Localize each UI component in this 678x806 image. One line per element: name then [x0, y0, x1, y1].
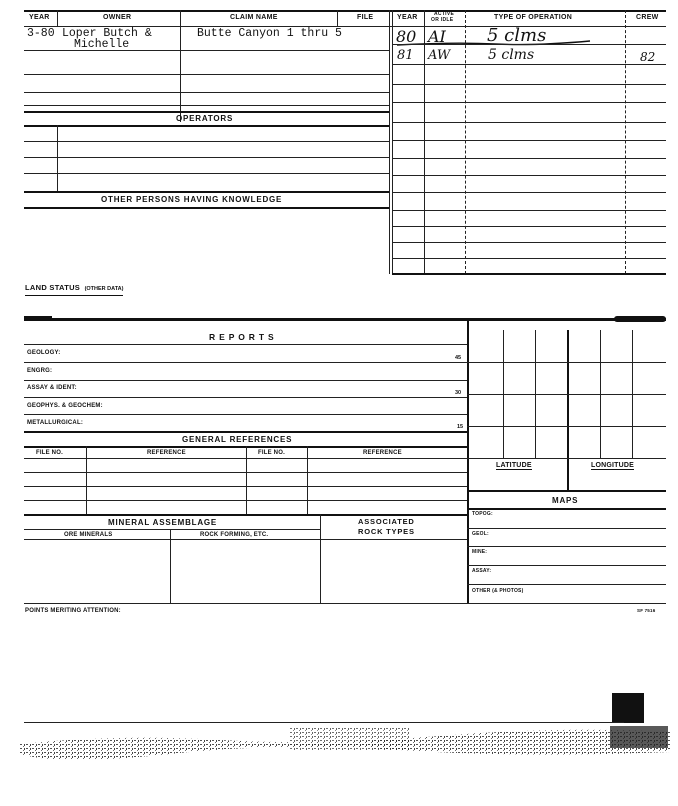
rock-forming-label: ROCK FORMING, ETC.	[200, 532, 269, 538]
reports-geophys: GEOPHYS. & GEOCHEM:	[27, 403, 103, 409]
row-line	[392, 192, 666, 193]
divider	[57, 10, 58, 26]
operators-bottom-line	[24, 125, 389, 127]
maps-assay: ASSAY:	[472, 568, 492, 574]
crew-column-divider	[625, 10, 626, 274]
maps-other: OTHER (& PHOTOS)	[472, 588, 524, 594]
points-meriting-attention: POINTS MERITING ATTENTION:	[25, 608, 121, 614]
header-active: ACTIVE	[434, 11, 455, 17]
divider	[86, 446, 87, 514]
other-persons-title: OTHER PERSONS HAVING KNOWLEDGE	[101, 195, 283, 204]
row-line	[24, 105, 389, 106]
row-line	[467, 584, 666, 585]
right-bottom-line	[392, 273, 666, 275]
row-line	[24, 74, 389, 75]
activity-year-2: 81	[397, 48, 414, 63]
land-status-subtitle: (OTHER DATA)	[84, 286, 124, 292]
latitude-label: LATITUDE	[496, 462, 532, 469]
associated-rock-types-line1: ASSOCIATED	[358, 517, 415, 526]
header-year-2: YEAR	[397, 14, 418, 21]
activity-year-1: 80	[396, 27, 417, 46]
row-line	[467, 546, 666, 547]
row-line	[467, 490, 666, 492]
header-or-idle: OR IDLE	[431, 17, 454, 23]
row-line	[467, 362, 666, 363]
row-line	[392, 64, 666, 65]
row-line	[24, 458, 467, 459]
operators-top-line	[24, 111, 389, 113]
row-line	[24, 92, 389, 93]
row-line	[24, 344, 467, 345]
maps-topog: TOPOG:	[472, 511, 493, 517]
operation-column-divider	[465, 10, 466, 274]
reports-num-15: 15	[457, 424, 464, 430]
row-line	[392, 210, 666, 211]
reports-bottom-line	[24, 603, 666, 604]
reports-right-border	[467, 321, 469, 603]
row-line	[467, 426, 666, 427]
row-line	[24, 472, 467, 473]
row-line	[392, 140, 666, 141]
reports-metallurgical: METALLURGICAL:	[27, 420, 84, 426]
scan-mark	[24, 316, 52, 321]
row-line	[24, 362, 467, 363]
activity-operation-2: 5 clms	[488, 47, 535, 63]
activity-operation-1: 5 clms	[487, 25, 547, 46]
row-line	[24, 486, 467, 487]
record-owner-line2: Michelle	[74, 38, 130, 51]
reports-geology: GEOLOGY:	[27, 350, 61, 356]
header-crew: CREW	[636, 14, 659, 21]
scan-black-square	[612, 693, 644, 723]
land-status-title: LAND STATUS	[25, 283, 81, 292]
ref-reference-2: REFERENCE	[363, 450, 402, 456]
reports-assay: ASSAY & IDENT:	[27, 385, 77, 391]
center-border-2	[392, 10, 393, 274]
reports-title: R E P O R T S	[209, 332, 275, 342]
row-line	[467, 528, 666, 529]
divider	[57, 125, 58, 191]
center-border-1	[389, 10, 390, 274]
maps-mine: MINE:	[472, 549, 488, 555]
other-persons-top-line	[24, 191, 389, 193]
row-line	[392, 175, 666, 176]
ref-reference-1: REFERENCE	[147, 450, 186, 456]
row-line	[24, 414, 467, 415]
row-line	[24, 514, 467, 516]
row-line	[24, 500, 467, 501]
row-line	[392, 242, 666, 243]
row-line	[392, 258, 666, 259]
record-owner-line1: Loper Butch &	[62, 27, 152, 40]
activity-status-2: AW	[428, 48, 451, 63]
row-line	[24, 722, 624, 723]
divider	[337, 10, 338, 26]
activity-crew-2: 82	[640, 50, 656, 64]
top-border	[24, 10, 666, 12]
row-line	[392, 158, 666, 159]
divider	[320, 514, 321, 603]
record-year: 3-80	[27, 27, 55, 40]
header-claim-name: CLAIM NAME	[230, 14, 278, 21]
row-line	[467, 565, 666, 566]
row-line	[24, 157, 389, 158]
row-line	[24, 173, 389, 174]
header-year: YEAR	[29, 14, 50, 21]
row-line	[24, 141, 389, 142]
reports-top-border	[24, 318, 666, 321]
divider	[180, 10, 181, 26]
reports-engrg: ENGRG:	[27, 368, 53, 374]
row-line	[467, 394, 666, 395]
reports-num-30: 30	[455, 390, 462, 396]
row-line	[24, 431, 467, 433]
row-line	[392, 84, 666, 85]
row-line	[24, 397, 467, 398]
mineral-assemblage-title: MINERAL ASSEMBLAGE	[108, 518, 218, 527]
row-line	[467, 508, 666, 510]
maps-title: MAPS	[552, 496, 579, 505]
associated-rock-types-line2: ROCK TYPES	[358, 527, 415, 536]
scan-noise-strip	[20, 724, 670, 764]
row-line	[24, 50, 389, 51]
land-status-heading	[25, 277, 123, 296]
row-line	[24, 380, 467, 381]
row-line	[392, 44, 666, 45]
longitude-label: LONGITUDE	[591, 462, 635, 469]
other-persons-bottom-line	[24, 207, 389, 209]
scan-mark	[614, 316, 666, 322]
header-file: FILE	[357, 14, 374, 21]
general-references-title: GENERAL REFERENCES	[182, 435, 293, 444]
form-code: SF 7516	[637, 608, 656, 613]
operators-title: OPERATORS	[176, 114, 234, 123]
row-line	[24, 539, 467, 540]
ore-minerals-label: ORE MINERALS	[64, 532, 113, 538]
row-line	[392, 122, 666, 123]
header-type-of-operation: TYPE OF OPERATION	[494, 14, 573, 21]
row-line	[392, 226, 666, 227]
divider	[307, 446, 308, 514]
record-claim-name: Butte Canyon 1 thru 5	[197, 27, 342, 40]
active-column-divider	[424, 10, 425, 274]
divider	[246, 446, 247, 514]
header-owner: OWNER	[103, 14, 132, 21]
divider	[170, 529, 171, 603]
row-line	[24, 529, 320, 530]
activity-status-1: AI	[428, 27, 446, 46]
maps-geol: GEOL:	[472, 531, 489, 537]
reports-num-45: 45	[455, 355, 462, 361]
ref-file-no-2: FILE NO.	[258, 450, 285, 456]
row-line	[467, 458, 666, 459]
row-line	[392, 102, 666, 103]
divider	[567, 330, 569, 490]
ref-file-no-1: FILE NO.	[36, 450, 63, 456]
